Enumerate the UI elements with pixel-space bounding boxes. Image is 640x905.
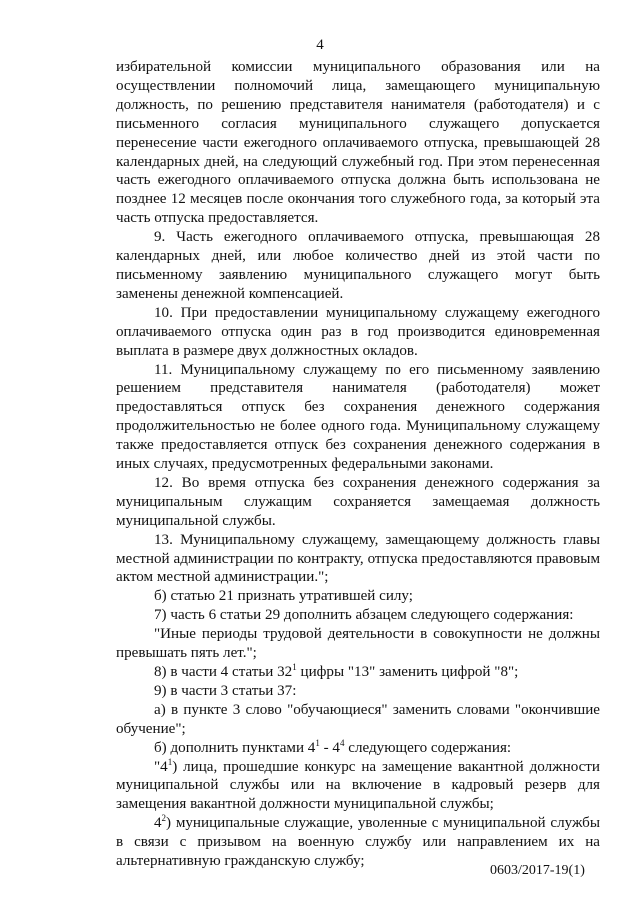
page-number: 4 [316,37,324,53]
paragraph-text: 9) в части 3 статьи 37: [154,682,297,699]
paragraph-text: ) лица, прошедшие конкурс на замещение вакантной должности муниципальной службы или на включение в кадровый резерв для замещения вакантной должности муниципальной службы; [116,758,600,813]
paragraph-text: "4 [154,758,168,775]
paragraph-text: 4 [154,815,162,832]
superscript: 4 [339,737,345,748]
paragraph-text: 13. Муниципальному служащему, замещающему должность главы местной администрации по контракту, отпуска предоставляются правовым актом местной администрации."; [116,531,600,586]
paragraph [116,625,600,663]
paragraph [116,587,600,606]
superscript: 2 [161,813,167,824]
paragraph [116,663,600,682]
paragraph [116,606,600,625]
paragraph-text: б) статью 21 признать утратившей силу; [154,588,413,605]
paragraph [116,304,600,361]
paragraph-text: "Иные периоды трудовой деятельности в совокупности не должны превышать пять лет."; [116,626,600,662]
paragraph [116,58,600,228]
paragraph-text: ) муниципальные служащие, уволенные с муниципальной службы в связи с призывом на военную службу или направлением их на альтернативную гражданскую службу; [116,815,600,870]
paragraph-text: избирательной комиссии муниципального образования или на осуществлении полномочий лица, замещающего муниципальную должность, по решению представителя нанимателя (работодателя) и с письменного согласия муниципального служащего допускается перенесение части ежегодного оплачиваемого отпуска, превышающей 28 календарных дней, на следующий служебный год. При этом перенесенная часть ежегодного оплачиваемого отпуска должна быть использована не позднее 12 месяцев после окончания того служебного года, за который эта часть отпуска предоставляется. [116,59,600,227]
superscript: 1 [167,756,173,767]
paragraph [116,228,600,304]
paragraph-text: 12. Во время отпуска без сохранения денежного содержания за муниципальным служащим сохраняется замещаемая должность муниципальной службы. [116,474,600,529]
superscript: 1 [292,661,297,672]
paragraph-text: цифры "13" заменить цифрой "8"; [296,664,519,680]
document-code: 0603/2017-19(1) [490,863,585,878]
paragraph-text: 11. Муниципальному служащему по его письменному заявлению решением представителя нанимателя (работодателя) может предоставляться отпуск без сохранения денежного содержания продолжительностью не более одного года. Муниципальному служащему также предоставляется отпуск без сохранения денежного содержания в иных случаях, предусмотренных федеральными законами. [116,361,600,473]
paragraph-text: б) дополнить пунктами 4 [154,739,316,756]
paragraph [116,739,600,758]
paragraph-text: 7) часть 6 статьи 29 дополнить абзацем следующего содержания: [154,607,574,624]
superscript: 1 [315,737,320,748]
paragraph-text: 9. Часть ежегодного оплачиваемого отпуска, превышающая 28 календарных дней, или любое количество дней из этой части по письменному заявлению муниципального служащего могут быть заменены денежной компенсацией. [116,229,600,302]
paragraph [116,682,600,701]
paragraph-text: - 4 [319,739,340,756]
paragraph-text: а) в пункте 3 слово "обучающиеся" заменить словами "окончившие обучение"; [116,701,600,737]
document-body [116,58,600,871]
paragraph-text: 10. При предоставлении муниципальному служащему ежегодного оплачиваемого отпуска один раз в год производится единовременная выплата в размере двух должностных окладов. [116,304,600,359]
paragraph [116,361,600,474]
paragraph [116,701,600,739]
paragraph [116,474,600,531]
paragraph [116,531,600,588]
paragraph-text: следующего содержания: [344,739,512,756]
paragraph [116,758,600,815]
paragraph-text: 8) в части 4 статьи 32 [154,664,293,680]
